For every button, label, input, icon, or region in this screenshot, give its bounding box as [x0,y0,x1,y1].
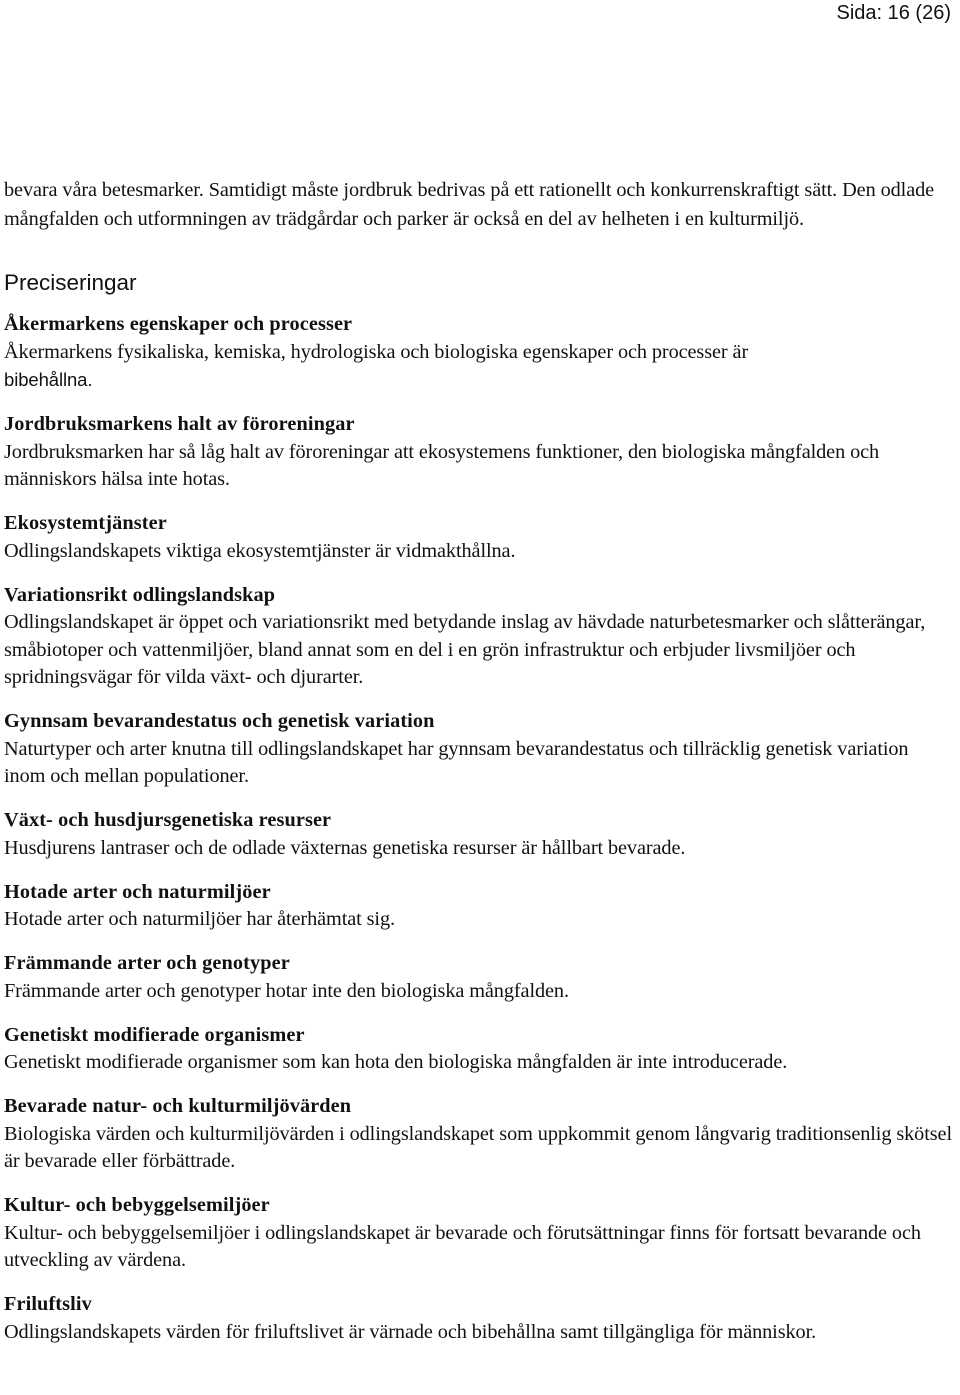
entry-body: Kultur- och bebyggelsemiljöer i odlingslandskapet är bevarade och förutsättningar finns för fortsatt bevarande och utveckling av värdena. [4,1221,921,1271]
entry-title: Jordbruksmarkens halt av föroreningar [4,413,355,435]
entry-genetiskt-modifierade [4,1022,954,1077]
entry-ekosystemtjanster [4,510,954,565]
entry-title: Variationsrikt odlingslandskap [4,583,276,606]
entry-body: Odlingslandskapets viktiga ekosystemtjänster är vidmakthållna. [4,539,516,562]
entry-body: Genetiskt modifierade organismer som kan hota den biologiska mångfalden är inte introducerade. [4,1051,788,1073]
entry-bevarade-varden [4,1093,954,1176]
entry-body: Främmande arter och genotyper hotar inte den biologiska mångfalden. [4,979,569,1002]
preciseringar-list [4,311,954,1346]
page-number: Sida: 16 (26) [836,2,951,24]
entry-variationsrikt-odlingslandskap [4,582,954,692]
entry-body: Biologiska värden och kulturmiljövärden i odlingslandskapet som uppkommit genom långvarig traditionsenlig skötsel är bevarade eller förbättrade. [4,1122,952,1172]
entry-body [4,339,954,395]
entry-kultur-bebyggelsemiljoer [4,1192,954,1275]
entry-body: Naturtyper och arter knutna till odlingslandskapet har gynnsam bevarandestatus och tillräcklig genetisk variation inom och mellan populationer. [4,737,909,787]
entry-body: Odlingslandskapet är öppet och variationsrikt med betydande inslag av hävdade naturbetesmarker och slåtterängar, småbiotoper och vattenmiljöer, bland annat som en del i en grön infrastruktur och erbjuder livsmiljöer och spridningsvägar för vilda växt- och djurarter. [4,611,926,688]
document-body [4,176,954,1346]
entry-title: Ekosystemtjänster [4,512,167,534]
entry-akermarkens-egenskaper [4,311,954,395]
entry-body-serif: Åkermarkens fysikaliska, kemiska, hydrologiska och biologiska egenskaper och processer är [4,340,749,363]
entry-jordbruksmarkens-halt [4,411,954,494]
entry-body: Odlingslandskapets värden för friluftslivet är värnade och bibehållna samt tillgängliga för människor. [4,1320,817,1343]
intro-paragraph: bevara våra betesmarker. Samtidigt måste jordbruk bedrivas på ett rationellt och konkurrenskraftigt sätt. Den odlade mångfalden och utformningen av trädgårdar och parker är också en del av helheten i en kulturmiljö. [4,179,935,230]
entry-title: Främmande arter och genotyper [4,952,290,974]
entry-body: Husdjurens lantraser och de odlade växternas genetiska resurser är hållbart bevarade. [4,836,686,859]
entry-title: Genetiskt modifierade organismer [4,1023,305,1046]
entry-title: Gynnsam bevarandestatus och genetisk variation [4,710,435,732]
entry-title: Bevarade natur- och kulturmiljövärden [4,1095,352,1117]
entry-title: Friluftsliv [4,1293,92,1315]
entry-body-sans: bibehållna. [4,369,93,390]
entry-genetiska-resurser [4,807,954,862]
entry-title: Kultur- och bebyggelsemiljöer [4,1194,270,1216]
entry-frammande-arter [4,950,954,1005]
entry-title: Hotade arter och naturmiljöer [4,880,271,903]
entry-body: Jordbruksmarken har så låg halt av föroreningar att ekosystemens funktioner, den biologiska mångfalden och människors hälsa inte hotas. [4,440,880,490]
entry-title: Växt- och husdjursgenetiska resurser [4,809,332,831]
entry-friluftsliv [4,1291,954,1346]
entry-gynnsam-bevarandestatus [4,708,954,791]
section-heading: Preciseringar [4,270,137,295]
entry-body: Hotade arter och naturmiljöer har återhämtat sig. [4,908,395,930]
entry-hotade-arter [4,879,954,934]
entry-title: Åkermarkens egenskaper och processer [4,313,353,335]
